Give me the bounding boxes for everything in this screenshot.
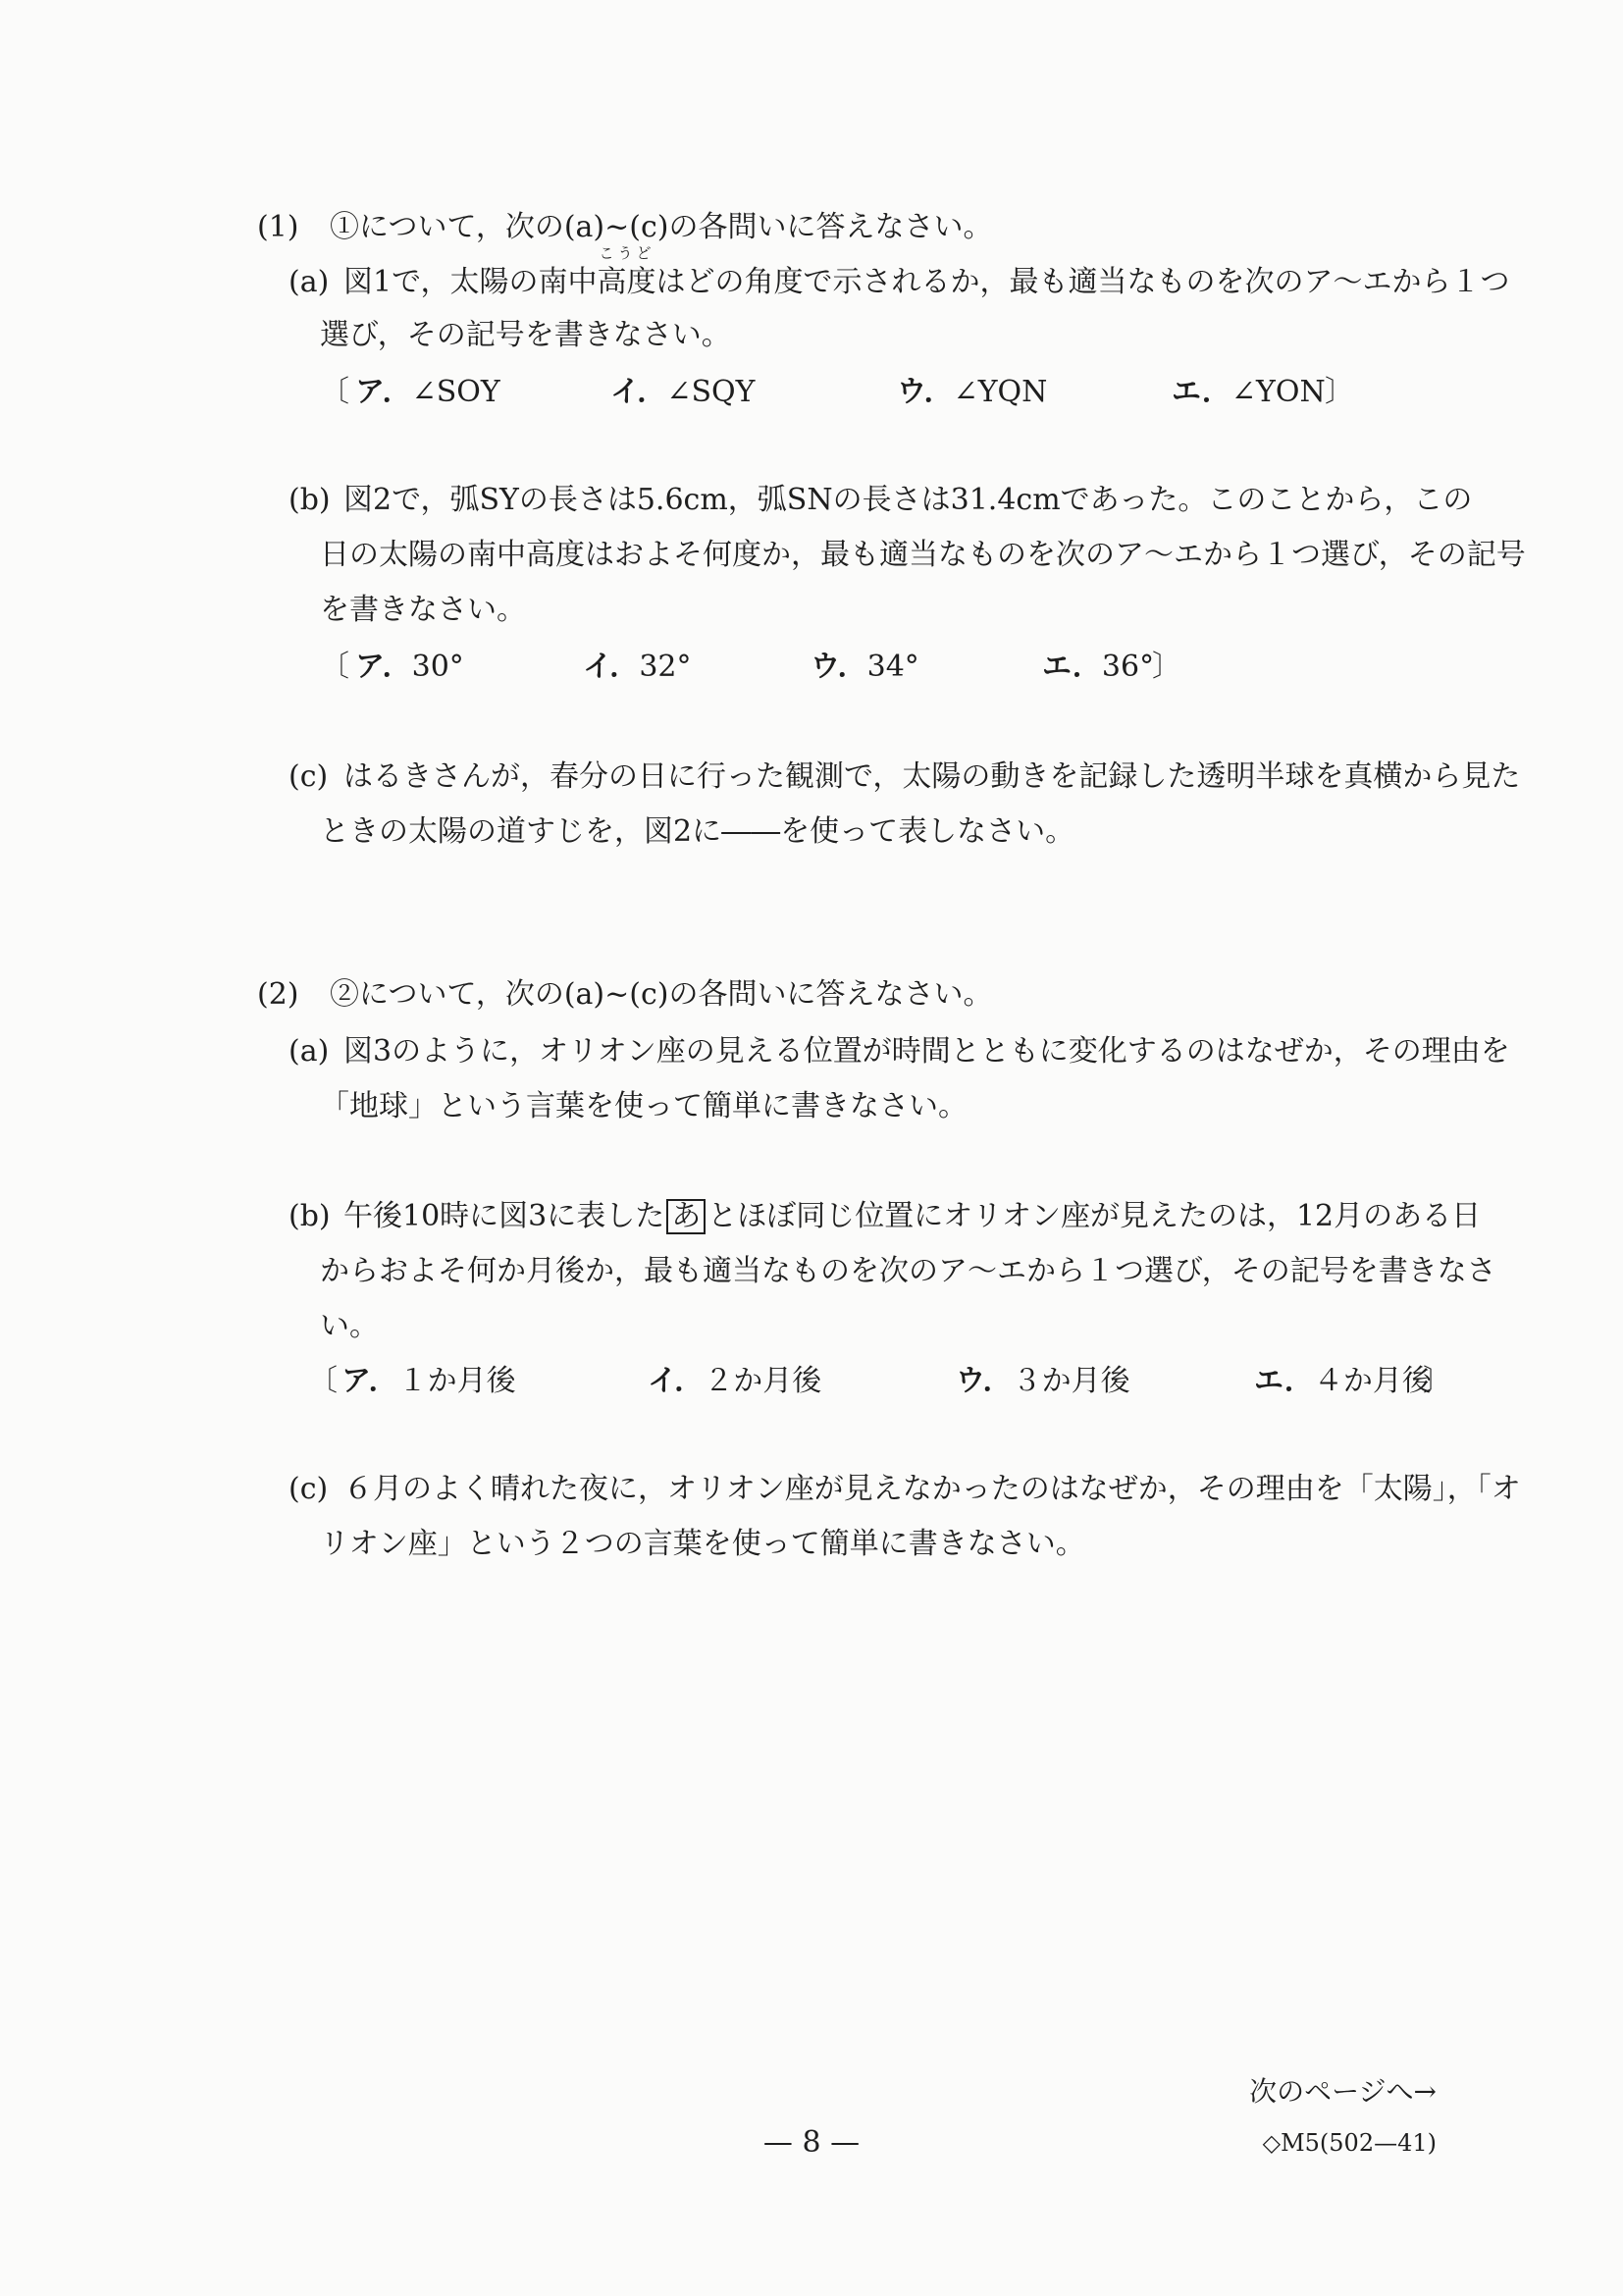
q1-number: (1) bbox=[257, 210, 299, 244]
choice-i: イ．∠SQY bbox=[610, 375, 756, 409]
q2c-label: (c) bbox=[288, 1472, 329, 1506]
choice-u: ウ．３か月後 bbox=[956, 1364, 1130, 1398]
choice-a: ア．１か月後 bbox=[341, 1364, 516, 1398]
bracket-close: 〕 bbox=[1423, 1364, 1452, 1398]
q2b-text-line2: からおよそ何か月後か，最も適当なものを次のア～エから１つ選び，その記号を書きなさ bbox=[320, 1254, 1496, 1288]
q1a-text-post: はどの角度で示されるか，最も適当なものを次のア～エから１つ bbox=[655, 265, 1510, 299]
choice-e: エ．36° bbox=[1042, 650, 1155, 684]
choice-u: ウ．34° bbox=[811, 650, 919, 684]
ruby-reading: こうど bbox=[599, 244, 655, 262]
q1c-text-line1: はるきさんが，春分の日に行った観測で，太陽の動きを記録した透明半球を真横から見た bbox=[343, 759, 1521, 794]
choice-e: エ．∠YON bbox=[1172, 375, 1326, 409]
q2b-text-line1 bbox=[343, 1197, 1481, 1236]
q1b-text-line1: 図2で，弧SYの長さは5.6cm，弧SNの長さは31.4cmであった。このことから，この bbox=[343, 483, 1473, 517]
ruby-koudo bbox=[597, 244, 656, 302]
q2-number: (2) bbox=[257, 977, 299, 1012]
bracket-open: 〔 bbox=[320, 650, 349, 684]
page-number: — 8 — bbox=[762, 2125, 861, 2160]
q2b-text-line3: い。 bbox=[320, 1309, 379, 1343]
q1b-label: (b) bbox=[288, 483, 331, 517]
q2b-text-post: とほぼ同じ位置にオリオン座が見えたのは，12月のある日 bbox=[707, 1199, 1482, 1233]
q2a-text-line1: 図3のように，オリオン座の見える位置が時間とともに変化するのはなぜか，その理由を bbox=[343, 1034, 1510, 1069]
q2-header bbox=[257, 975, 993, 1015]
q2-intro: ②について，次の(a)~(c)の各問いに答えなさい。 bbox=[330, 977, 993, 1012]
bracket-open: 〔 bbox=[320, 375, 349, 409]
q1-header bbox=[257, 208, 993, 247]
q2b-label: (b) bbox=[288, 1199, 331, 1233]
choice-a: ア．30° bbox=[355, 650, 464, 684]
bracket-close: 〕 bbox=[1325, 375, 1354, 409]
q1a-text-pre: 図1で，太陽の南中 bbox=[343, 265, 598, 299]
q1c-label: (c) bbox=[288, 759, 329, 794]
bracket-close: 〕 bbox=[1152, 650, 1181, 684]
q1b-text-line3: を書きなさい。 bbox=[320, 593, 526, 627]
choice-e: エ．４か月後 bbox=[1254, 1364, 1432, 1398]
q2c-text-line1: ６月のよく晴れた夜に，オリオン座が見えなかったのはなぜか，その理由を「太陽」，「オ bbox=[343, 1472, 1521, 1506]
q1a-text-line1 bbox=[343, 244, 1510, 302]
q2a-label: (a) bbox=[288, 1034, 330, 1069]
boxed-label-a: あ bbox=[666, 1199, 706, 1234]
choice-u: ウ．∠YQN bbox=[897, 375, 1048, 409]
exam-code: ◇M5(502—41) bbox=[1262, 2129, 1437, 2157]
q1-intro: ①について，次の(a)~(c)の各問いに答えなさい。 bbox=[330, 210, 993, 244]
next-page-note: 次のページへ→ bbox=[1249, 2075, 1437, 2108]
ruby-base: 高度 bbox=[597, 265, 656, 299]
q2b-text-pre: 午後10時に図3に表した bbox=[343, 1199, 665, 1233]
q1a-label: (a) bbox=[288, 265, 330, 299]
q1b-text-line2: 日の太陽の南中高度はおよそ何度か，最も適当なものを次のア～エから１つ選び，その記号 bbox=[320, 538, 1526, 572]
choice-i: イ．32° bbox=[583, 650, 692, 684]
q1a-text-line2: 選び，その記号を書きなさい。 bbox=[320, 318, 731, 352]
bracket-open: 〔 bbox=[308, 1364, 338, 1398]
q2a-text-line2: 「地球」という言葉を使って簡単に書きなさい。 bbox=[320, 1089, 968, 1123]
q1c-text-line2: ときの太陽の道すじを，図2に――を使って表しなさい。 bbox=[320, 814, 1075, 849]
q2c-text-line2: リオン座」という２つの言葉を使って簡単に書きなさい。 bbox=[320, 1527, 1085, 1561]
choice-a: ア．∠SOY bbox=[355, 375, 500, 409]
choice-i: イ．２か月後 bbox=[648, 1364, 822, 1398]
